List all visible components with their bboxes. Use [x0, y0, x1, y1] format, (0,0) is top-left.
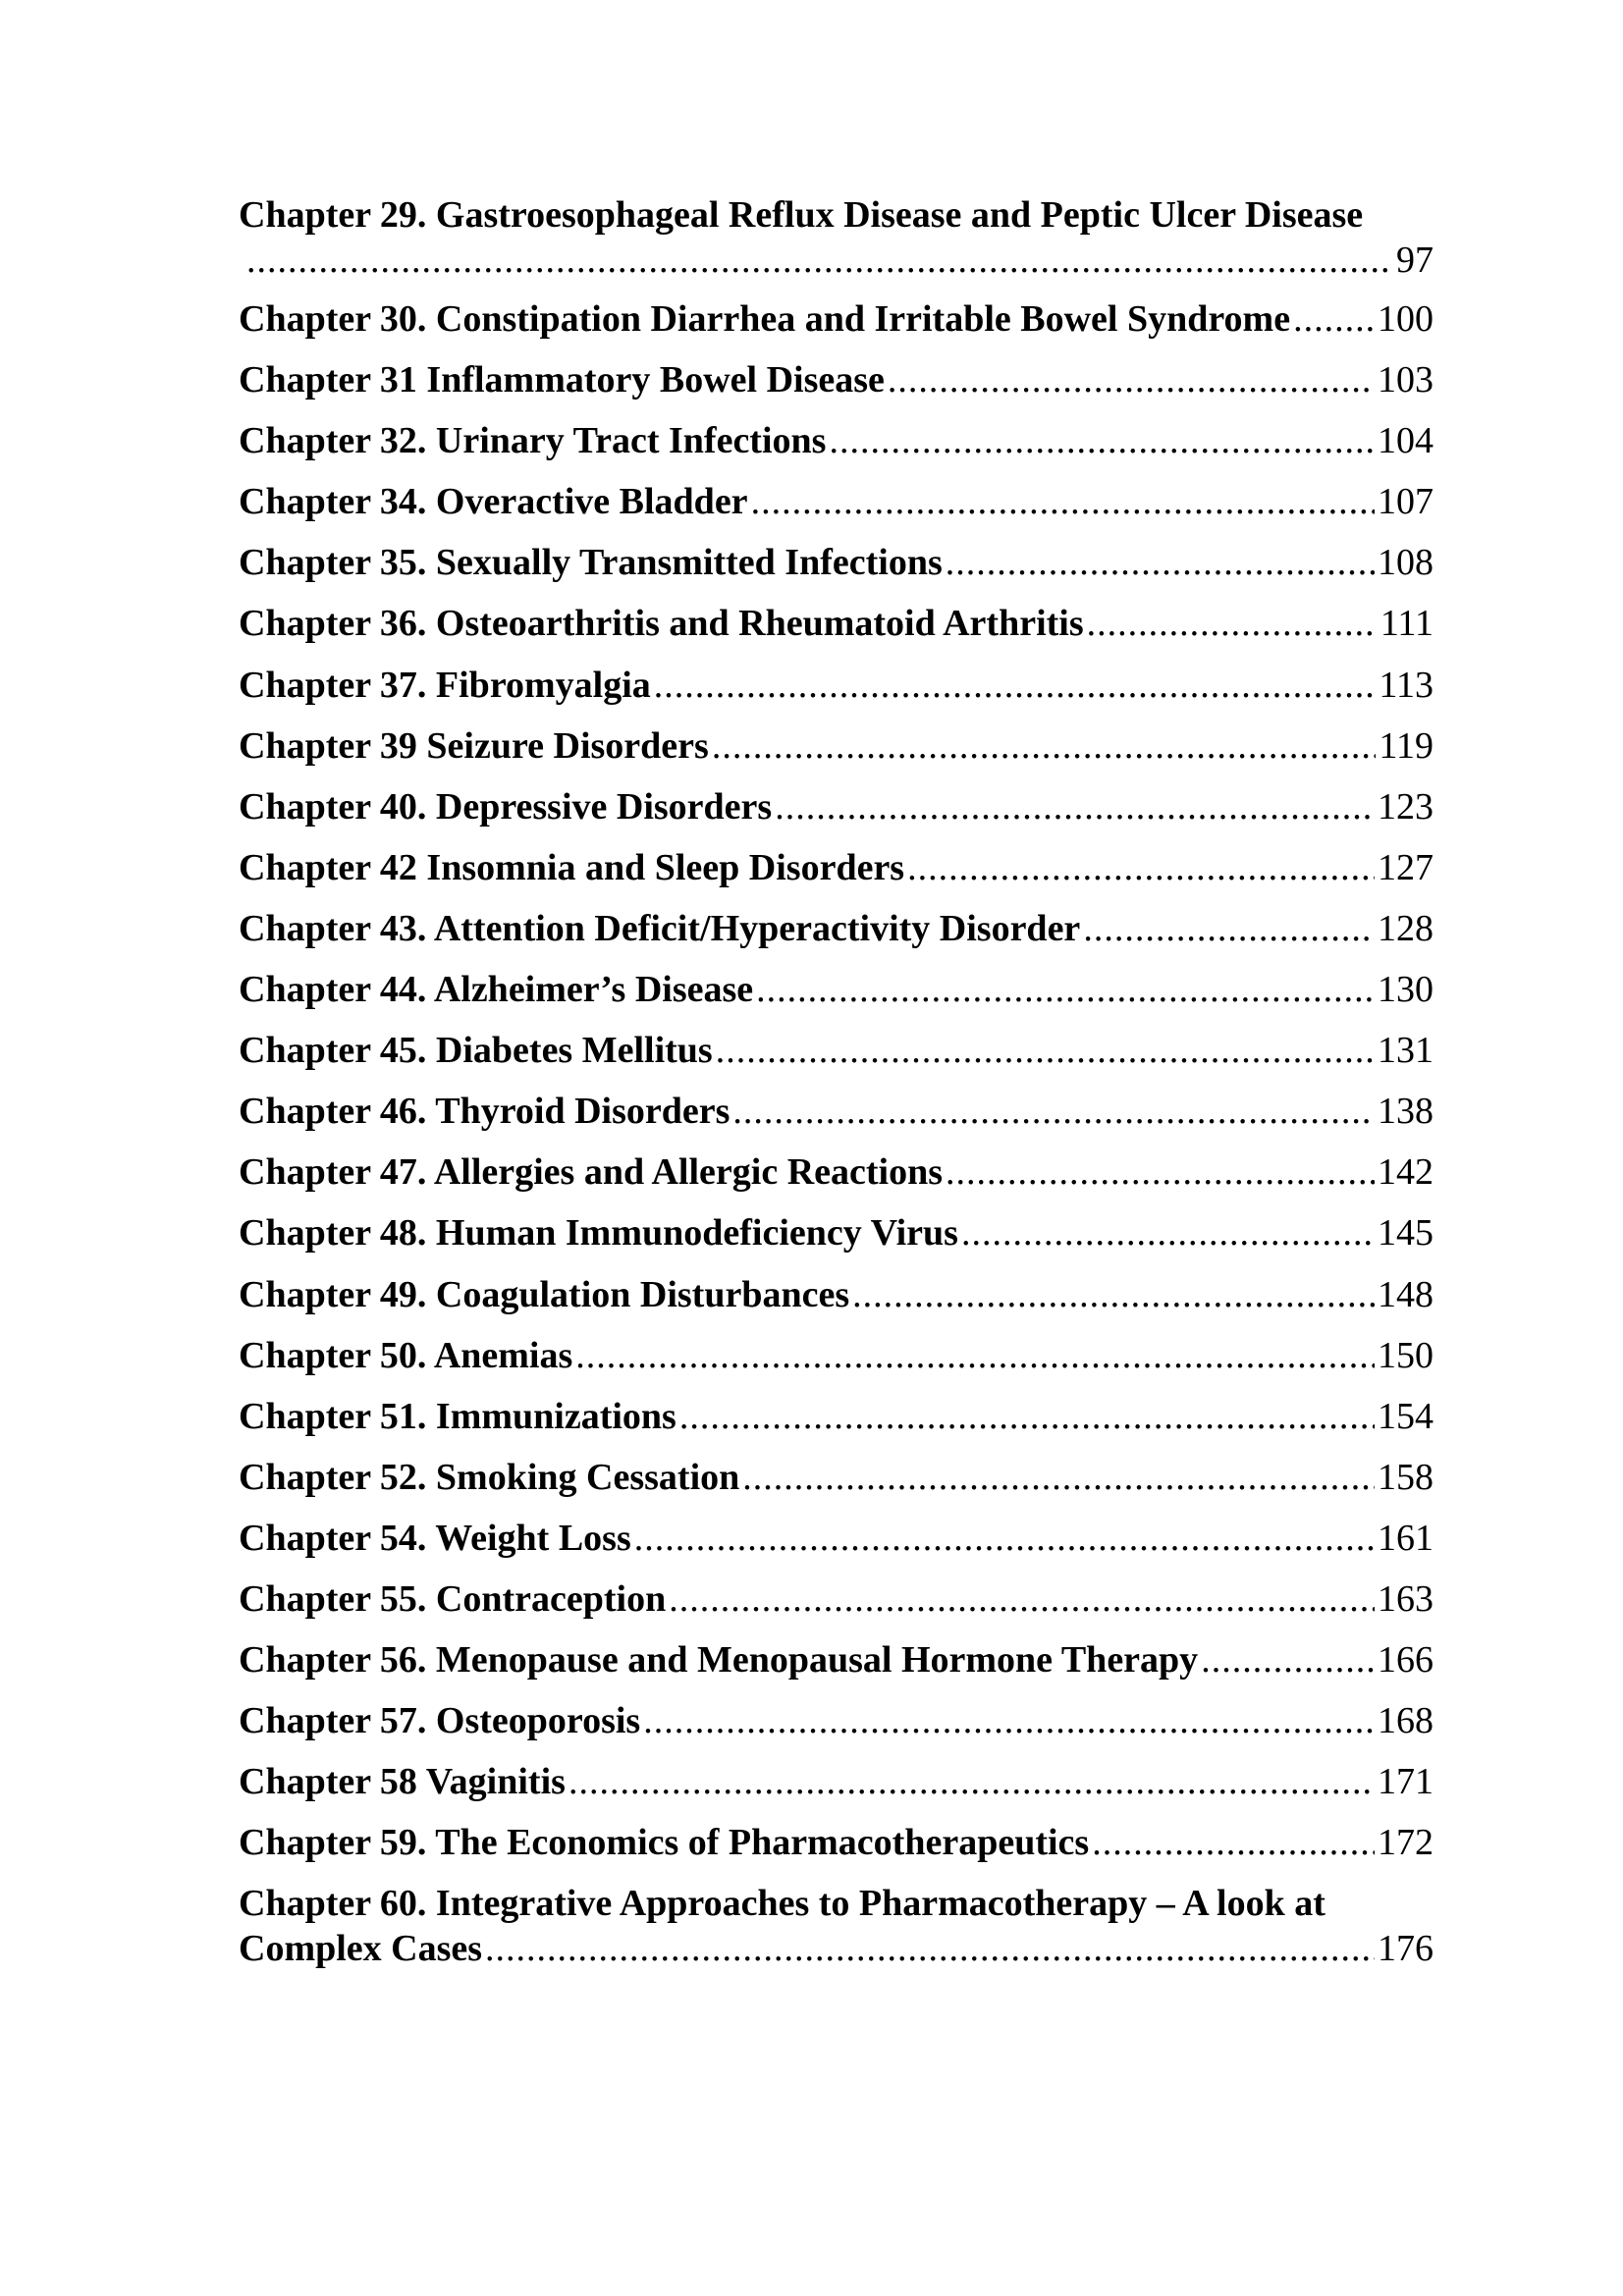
toc-entry-page: 108 [1378, 542, 1434, 584]
toc-entry-page: 103 [1378, 359, 1434, 401]
toc-entry [239, 1455, 1434, 1516]
toc-entry-title: Chapter 56. Menopause and Menopausal Hormone Therapy [239, 1639, 1199, 1682]
dot-leader [712, 723, 1377, 769]
toc-entry-title: Chapter 37. Fibromyalgia [239, 664, 651, 706]
toc-entry-page: 119 [1379, 724, 1434, 767]
dot-leader [568, 1759, 1375, 1804]
toc-entry [239, 906, 1434, 967]
toc-entry-title: Chapter 54. Weight Loss [239, 1517, 631, 1559]
dot-leader [654, 663, 1377, 708]
toc-entry-page: 113 [1379, 664, 1434, 706]
toc-entry [239, 1576, 1434, 1637]
toc-entry-page: 158 [1378, 1456, 1434, 1498]
dot-leader [679, 1394, 1375, 1439]
dot-leader [634, 1516, 1375, 1561]
toc-entry-page: 127 [1378, 846, 1434, 888]
toc-entry [239, 479, 1434, 540]
toc-entry [239, 192, 1434, 283]
dot-leader [643, 1698, 1375, 1743]
dot-leader [1083, 906, 1375, 951]
toc-entry [239, 540, 1434, 601]
toc-entry [239, 1272, 1434, 1333]
dot-leader [946, 540, 1375, 585]
toc-entry-title: Chapter 32. Urinary Tract Infections [239, 420, 827, 462]
toc-entry-title: Chapter 30. Constipation Diarrhea and Irritable Bowel Syndrome [239, 298, 1291, 340]
toc-entry [239, 663, 1434, 723]
dot-leader [1293, 296, 1375, 342]
toc-entry-title: Chapter 59. The Economics of Pharmacotherapeutics [239, 1822, 1090, 1864]
toc-entry-title: Chapter 48. Human Immunodeficiency Virus [239, 1212, 958, 1255]
dot-leader [775, 784, 1375, 829]
toc-entry-page: 111 [1380, 603, 1434, 645]
dot-leader [852, 1272, 1375, 1317]
toc-entry-title: Chapter 55. Contraception [239, 1577, 667, 1620]
toc-entry-title: Chapter 52. Smoking Cessation [239, 1456, 740, 1498]
dot-leader [946, 1149, 1375, 1195]
toc-entry-title: Chapter 51. Immunizations [239, 1395, 676, 1437]
toc-entry-page: 131 [1378, 1030, 1434, 1072]
toc-entry-title: Chapter 47. Allergies and Allergic Reactions [239, 1151, 944, 1194]
toc-entry-title: Chapter 57. Osteoporosis [239, 1700, 641, 1742]
toc-entry [239, 967, 1434, 1028]
toc-entry [239, 296, 1434, 357]
dot-leader [575, 1333, 1375, 1378]
toc-entry-title: Chapter 46. Thyroid Disorders [239, 1091, 730, 1133]
toc-entry-page: 100 [1378, 298, 1434, 340]
toc-entry [239, 1394, 1434, 1455]
toc-entry-title: Chapter 42 Insomnia and Sleep Disorders [239, 846, 905, 888]
toc-entry-page: 171 [1378, 1761, 1434, 1803]
toc-entry [239, 723, 1434, 784]
toc-entry-page: 154 [1378, 1395, 1434, 1437]
toc-entry-page: 176 [1378, 1928, 1434, 1970]
dot-leader [751, 479, 1375, 524]
toc-entry-page: 130 [1378, 969, 1434, 1011]
toc-entry-page: 107 [1378, 481, 1434, 523]
toc-entry-page: 123 [1378, 785, 1434, 828]
table-of-contents [239, 192, 1434, 1971]
toc-entry-title: Chapter 40. Depressive Disorders [239, 785, 773, 828]
dot-leader [485, 1926, 1375, 1971]
toc-entry [239, 1881, 1434, 1971]
dot-leader [1087, 601, 1378, 646]
toc-entry [239, 1820, 1434, 1881]
toc-entry-page: 163 [1378, 1577, 1434, 1620]
dot-leader [888, 357, 1375, 402]
dot-leader [732, 1089, 1375, 1134]
toc-entry-title: Chapter 39 Seizure Disorders [239, 724, 709, 767]
toc-entry [239, 1149, 1434, 1210]
dot-leader [961, 1210, 1375, 1255]
toc-entry-title: Chapter 58 Vaginitis [239, 1761, 566, 1803]
toc-entry [239, 1698, 1434, 1759]
toc-entry-page: 166 [1378, 1639, 1434, 1682]
dot-leader [1092, 1820, 1375, 1865]
toc-entry-title: Chapter 50. Anemias [239, 1334, 573, 1376]
toc-entry-title: Chapter 29. Gastroesophageal Reflux Disease and Peptic Ulcer Disease [239, 194, 1364, 236]
toc-entry-page: 172 [1378, 1822, 1434, 1864]
toc-entry [239, 601, 1434, 662]
toc-entry-page: 148 [1378, 1273, 1434, 1315]
dot-leader [716, 1028, 1375, 1073]
toc-entry-page: 142 [1378, 1151, 1434, 1194]
toc-entry-title: Chapter 45. Diabetes Mellitus [239, 1030, 713, 1072]
dot-leader [829, 418, 1375, 463]
toc-entry-title: Chapter 49. Coagulation Disturbances [239, 1273, 850, 1315]
toc-entry-page: 104 [1378, 420, 1434, 462]
dot-leader [1201, 1637, 1375, 1682]
toc-entry-page: 97 [1396, 240, 1434, 281]
dot-leader [907, 845, 1375, 890]
dot-leader [669, 1576, 1375, 1622]
toc-entry-page: 150 [1378, 1334, 1434, 1376]
toc-entry [239, 1516, 1434, 1576]
toc-entry [239, 1333, 1434, 1394]
toc-entry [239, 357, 1434, 418]
toc-entry-title: Chapter 31 Inflammatory Bowel Disease [239, 359, 885, 401]
toc-entry-title: Chapter 43. Attention Deficit/Hyperactivity Disorder [239, 907, 1081, 949]
toc-entry [239, 784, 1434, 845]
toc-entry-title-continued: Complex Cases [239, 1928, 483, 1970]
toc-entry [239, 1089, 1434, 1149]
toc-entry [239, 1759, 1434, 1820]
toc-entry [239, 1028, 1434, 1089]
toc-entry-title: Chapter 44. Alzheimer’s Disease [239, 969, 754, 1011]
dot-leader [246, 238, 1393, 283]
toc-entry-title: Chapter 60. Integrative Approaches to Pharmacotherapy – A look at [239, 1883, 1325, 1925]
toc-entry-title: Chapter 34. Overactive Bladder [239, 481, 748, 523]
toc-entry-title: Chapter 35. Sexually Transmitted Infections [239, 542, 943, 584]
toc-entry-title: Chapter 36. Osteoarthritis and Rheumatoid Arthritis [239, 603, 1084, 645]
toc-entry [239, 1210, 1434, 1271]
dot-leader [756, 967, 1375, 1012]
toc-entry-page: 138 [1378, 1091, 1434, 1133]
toc-entry [239, 418, 1434, 479]
toc-entry-page: 128 [1378, 907, 1434, 949]
toc-entry-page: 161 [1378, 1517, 1434, 1559]
dot-leader [742, 1455, 1375, 1500]
toc-entry [239, 845, 1434, 906]
toc-entry-page: 168 [1378, 1700, 1434, 1742]
toc-entry [239, 1637, 1434, 1698]
toc-entry-page: 145 [1378, 1212, 1434, 1255]
